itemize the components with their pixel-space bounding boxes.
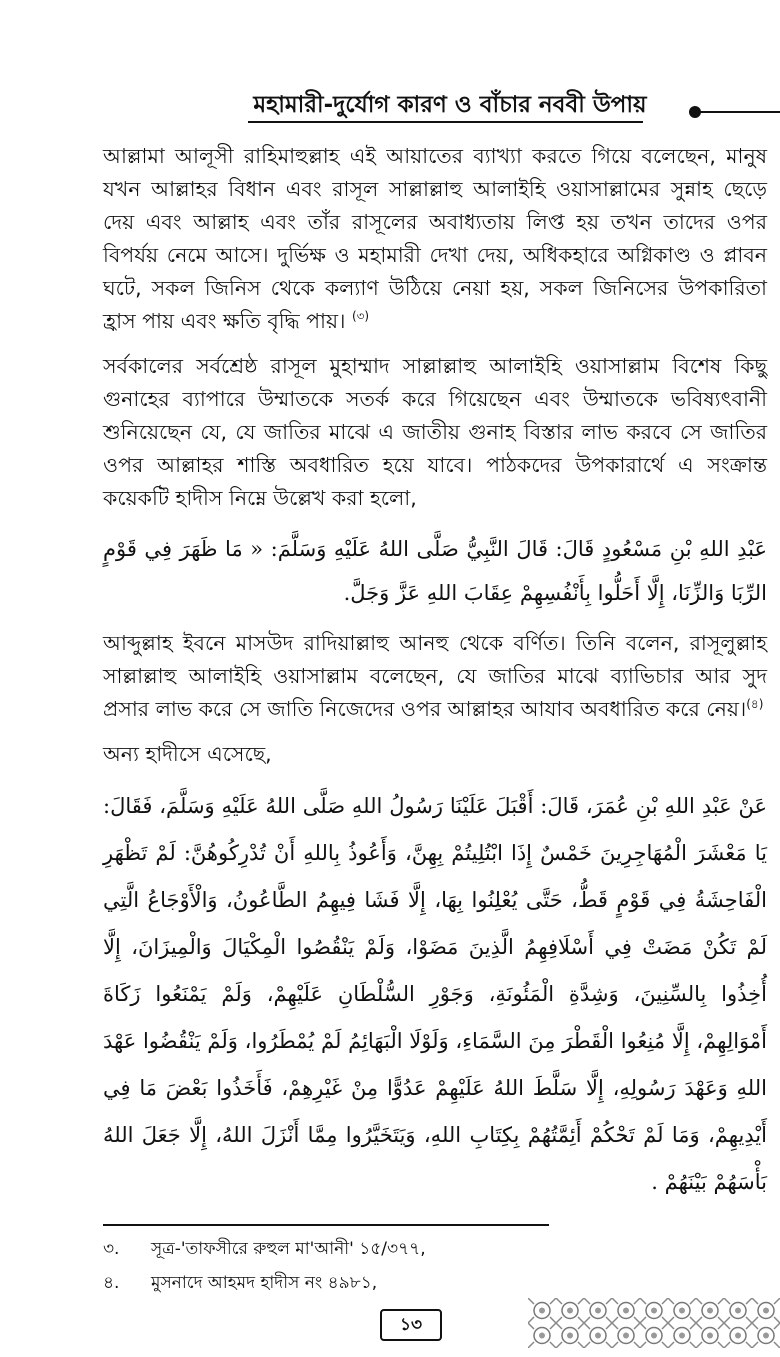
paragraph-prophetic-warning: সর্বকালের সর্বশ্রেষ্ঠ রাসূল মুহাম্মাদ সাল্লাল্লাহু আলাইহি ওয়াসাল্লাম বিশেষ কিছু গুনাহের ব্যাপারে উম্মাতকে সতর্ক করে গিয়েছেন এবং উম্মাতকে ভবিষ্যৎবানী শুনিয়েছেন যে, যে জাতির মাঝে এ জাতীয় গুনাহ বিস্তার লাভ করবে সে জাতির ওপর আল্লাহর শাস্তি অবধারিত হয়ে যাবে। পাঠকদের উপকারার্থে এ সংক্রান্ত কয়েকটি হাদীস নিম্নে উল্লেখ করা হলো, xyxy=(103,354,767,510)
footnote-number: ৪. xyxy=(103,1273,120,1293)
header-ornament-line xyxy=(700,111,780,113)
paragraph-hadith-translation xyxy=(103,627,767,726)
footnote-ref-4: (৪) xyxy=(746,697,764,712)
footnote-number: ৩. xyxy=(103,1239,120,1259)
footnote-text: মুসনাদে আহমদ হাদীস নং ৪৯৮১, xyxy=(151,1273,378,1293)
decorative-pattern-ornament xyxy=(528,1298,780,1348)
paragraph-alusi-commentary xyxy=(103,140,767,338)
footnote-3 xyxy=(103,1236,623,1264)
paragraph-text: আব্দুল্লাহ ইবনে মাসউদ রাদিয়াল্লাহু আনহু থেকে বর্ণিত। তিনি বলেন, রাসূলুল্লাহ সাল্লাল্লাহু আলাইহি ওয়াসাল্লাম বলেছেন, যে জাতির মাঝে ব্যাভিচার আর সুদ প্রসার লাভ করে সে জাতি নিজেদের ওপর আল্লাহর আযাব অবধারিত করে নেয়। xyxy=(103,631,767,721)
footnote-text: সূত্র-'তাফসীরে রুহুল মা'আনী' ১৫/৩৭৭, xyxy=(151,1239,426,1259)
header-underline xyxy=(248,121,643,123)
footnote-ref-3: (৩) xyxy=(351,309,370,324)
page-number: ১৩ xyxy=(380,1309,442,1341)
footnote-4 xyxy=(103,1270,623,1298)
page-body xyxy=(103,140,767,1218)
paragraph-another-hadith-intro: অন্য হাদীসে এসেছে, xyxy=(103,742,272,766)
footnote-divider xyxy=(103,1224,549,1226)
arabic-hadith-ibn-masud: عَبْدِ اللهِ بْنِ مَسْعُودٍ قَالَ: قَالَ النَّبِيُّ صَلَّى اللهُ عَلَيْهِ وَسَلَّمَ: « مَا ظَهَرَ فِي قَوْمٍ الرِّبَا وَالزِّنَا، إِلَّا أَحَلُّوا بِأَنْفُسِهِمْ عِقَابَ اللهِ عَزَّ وَجَلَّ. xyxy=(103,537,767,605)
running-header-title: মহামারী-দুর্যোগ কারণ ও বাঁচার নববী উপায় xyxy=(253,92,647,118)
arabic-hadith-ibn-umar: عَنْ عَبْدِ اللهِ بْنِ عُمَرَ، قَالَ: أَقْبَلَ عَلَيْنَا رَسُولُ اللهِ صَلَّى اللهُ عَلَيْهِ وَسَلَّمَ، فَقَالَ: يَا مَعْشَرَ الْمُهَاجِرِينَ خَمْسٌ إِذَا ابْتُلِيتُمْ بِهِنَّ، وَأَعُوذُ بِاللهِ أَنْ تُدْرِكُوهُنَّ: لَمْ تَظْهَرِ الْفَاحِشَةُ فِي قَوْمٍ قَطُّ، حَتَّى يُعْلِنُوا بِهَا، إِلَّا فَشَا فِيهِمُ الطَّاعُونُ، وَالْأَوْجَاعُ الَّتِي لَمْ تَكُنْ مَضَتْ فِي أَسْلَافِهِمُ الَّذِينَ مَضَوْا، وَلَمْ يَنْقُصُوا الْمِكْيَالَ وَالْمِيزَانَ، إِلَّا أُخِذُوا بِالسِّنِينَ، وَشِدَّةِ الْمَئُونَةِ، وَجَوْرِ السُّلْطَانِ عَلَيْهِمْ، وَلَمْ يَمْنَعُوا زَكَاةَ أَمْوَالِهِمْ، إِلَّا مُنِعُوا الْقَطْرَ مِنَ السَّمَاءِ، وَلَوْلَا الْبَهَائِمُ لَمْ يُمْطَرُوا، وَلَمْ يَنْقُضُوا عَهْدَ اللهِ وَعَهْدَ رَسُولِهِ، إِلَّا سَلَّطَ اللهُ عَلَيْهِمْ عَدُوًّا مِنْ غَيْرِهِمْ، فَأَخَذُوا بَعْضَ مَا فِي أَيْدِيهِمْ، وَمَا لَمْ تَحْكُمْ أَئِمَّتُهُمْ بِكِتَابِ اللهِ، وَيَتَخَيَّرُوا مِمَّا أَنْزَلَ اللهُ، إِلَّا جَعَلَ اللهُ بَأْسَهُمْ بَيْنَهُمْ . xyxy=(103,794,767,1194)
paragraph-text: আল্লামা আলূসী রাহিমাহুল্লাহ এই আয়াতের ব্যাখ্যা করতে গিয়ে বলেছেন, মানুষ যখন আল্লাহর বিধান এবং রাসূল সাল্লাল্লাহু আলাইহি ওয়াসাল্লামের সুন্নাহ ছেড়ে দেয় এবং আল্লাহ এবং তাঁর রাসূলের অবাধ্যতায় লিপ্ত হয় তখন তাদের ওপর বিপর্যয় নেমে আসে। দুর্ভিক্ষ ও মহামারী দেখা দেয়, অধিকহারে অগ্নিকাণ্ড ও প্লাবন ঘটে, সকল জিনিস থেকে কল্যাণ উঠিয়ে নেয়া হয়, সকল জিনিসের উপকারিতা হ্রাস পায় এবং ক্ষতি বৃদ্ধি পায়। xyxy=(103,144,767,333)
